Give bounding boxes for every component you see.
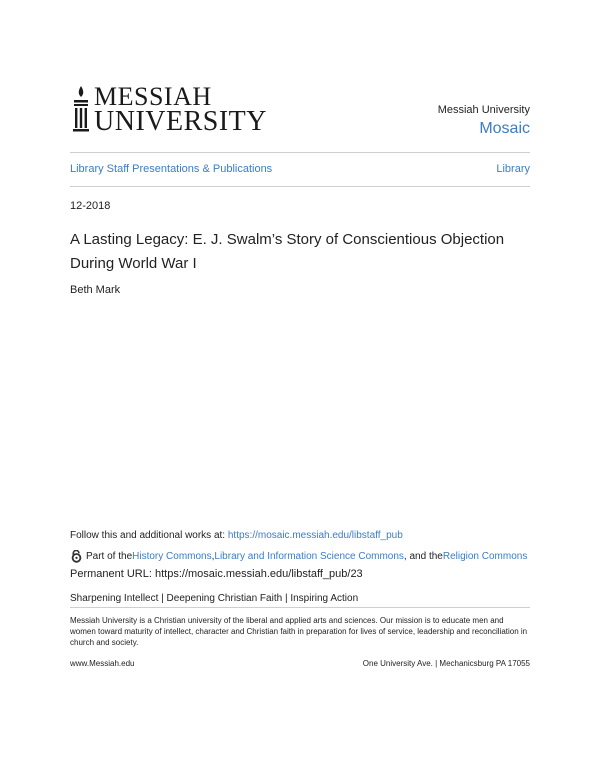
author-name: Beth Mark: [70, 284, 121, 296]
divider: [70, 186, 530, 187]
publication-date: 12-2018: [70, 200, 111, 212]
institution-name: Messiah University: [437, 104, 530, 116]
follow-prefix: Follow this and additional works at:: [70, 530, 228, 541]
divider: [70, 152, 530, 153]
open-access-icon: [70, 550, 83, 563]
document-title: A Lasting Legacy: E. J. Swalm’s Story of Conscientious Objection During World War I: [70, 231, 505, 272]
follow-line: [70, 530, 403, 541]
religion-commons-link[interactable]: Religion Commons: [442, 551, 528, 562]
postal-address: One University Ave. | Mechanicsburg PA 17055: [362, 659, 530, 668]
library-link[interactable]: Library: [496, 163, 530, 175]
logo-line-2: UNIVERSITY: [94, 106, 267, 137]
part-of-line: [70, 550, 527, 563]
divider: [70, 607, 530, 608]
university-logo: [70, 82, 270, 138]
tagline: Sharpening Intellect | Deepening Christian Faith | Inspiring Action: [70, 593, 359, 604]
separator: , and the: [403, 551, 443, 562]
part-of-prefix: Part of the: [86, 551, 133, 562]
website-link[interactable]: www.Messiah.edu: [70, 659, 135, 668]
follow-url-link[interactable]: https://mosaic.messiah.edu/libstaff_pub: [227, 530, 403, 541]
torch-columns-icon: [70, 84, 92, 134]
logo-line-1: MESSIAH: [94, 82, 212, 111]
permanent-url: Permanent URL: https://mosaic.messiah.edu/libstaff_pub/23: [70, 568, 363, 580]
collection-link[interactable]: Library Staff Presentations & Publications: [70, 163, 273, 175]
mission-statement: Messiah University is a Christian university of the liberal and applied arts and sciences. Our mission is to educate men and women toward maturity of intellect, character and Christian faith in preparation for lives of service, leadership and reconciliation in church and society.: [70, 616, 528, 647]
separator: ,: [211, 551, 215, 562]
history-commons-link[interactable]: History Commons: [132, 551, 212, 562]
library-science-commons-link[interactable]: Library and Information Science Commons: [214, 551, 404, 562]
repository-link[interactable]: Mosaic: [479, 120, 530, 137]
